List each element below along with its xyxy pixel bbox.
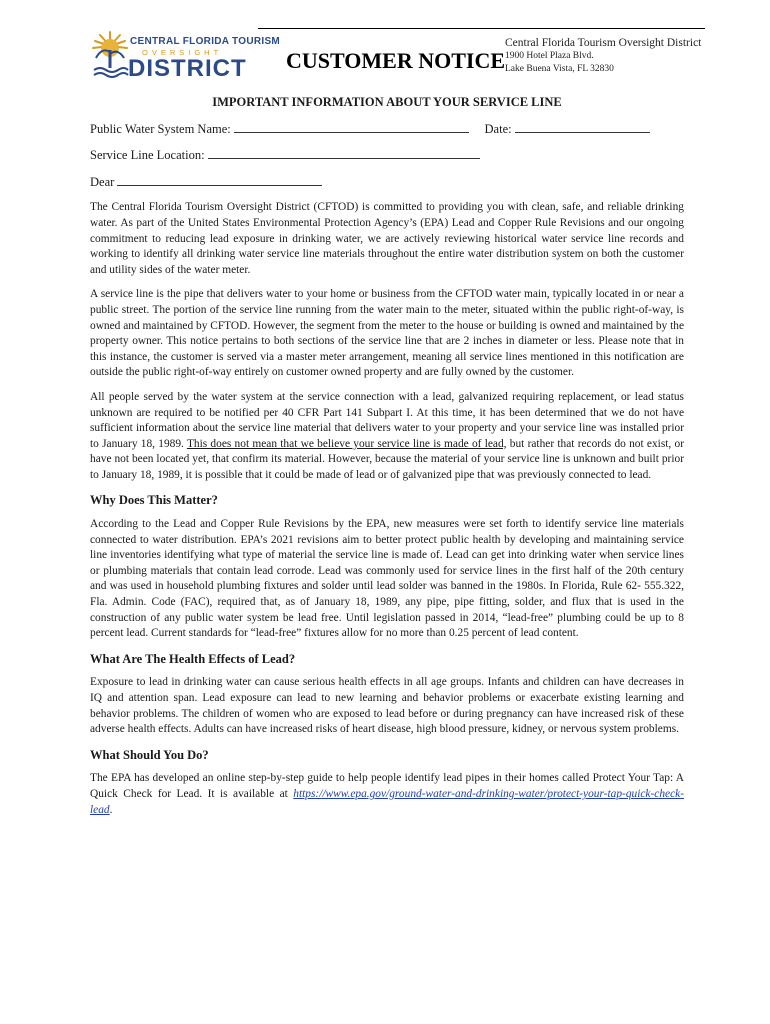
epa-guide-link[interactable]: https://www.epa.gov/ground-water-and-drinking-water/protect-your-tap-quick-check-lead [90, 787, 684, 816]
what-to-do-end: . [109, 803, 113, 816]
heading-what-to-do: What Should You Do? [90, 747, 209, 762]
address-city: Lake Buena Vista, FL 32830 [505, 64, 614, 74]
logo-text-line2: OVERSIGHT [142, 48, 223, 57]
address-name: Central Florida Tourism Oversight District [505, 37, 702, 49]
logo-text-line3: DISTRICT [128, 55, 247, 82]
paragraph-why-matter: According to the Lead and Copper Rule Revisions by the EPA, new measures were set forth to identify service line materials connected to water distribution. EPA’s 2021 revisions aim to better protect public health by developing and maintaining service line inventories identifying what type of material the service line is made of. Lead can get into drinking water when service lines or plumbing materials that contain lead corrode. Lead was commonly used for service lines in the first half of the 20th century and was used in household plumbing fixtures and solder until lead solder was banned in the 1980s. In Florida, Rule 62- 555.322, Fla. Admin. Code (FAC), required that, as of January 18, 1989, any pipe, pipe fitting, solder, and flux that is used in the construction of any public water system be lead free. Until legislation passed in 2014, “lead-free” plumbing could be up to 8 percent lead. Current standards for “lead-free” fixtures allow for no more than 0.25 percent of lead content. [90, 518, 684, 640]
letterhead [0, 0, 770, 90]
system-name-field[interactable] [234, 121, 469, 133]
letter-title: IMPORTANT INFORMATION ABOUT YOUR SERVICE LINE [212, 95, 562, 109]
district-address [505, 36, 701, 76]
date-label: Date: [484, 121, 512, 136]
system-name-label: Public Water System Name: [90, 121, 231, 136]
heading-why-matter: Why Does This Matter? [90, 493, 218, 508]
sun-tree-logo-icon [90, 28, 130, 83]
notification-text-a: All people served by the water system at the service connection with a lead, galvanized requiring replacement, or lead status unknown are required to be notified per 40 CFR Part 141 Subpart I. At this time, it has been determined that we do not have sufficient information about the service line material that delivers water to your property and your service line was installed prior to January 18, 1989. [90, 390, 684, 450]
paragraph-commitment: The Central Florida Tourism Oversight District (CFTOD) is committed to providing you with clean, safe, and reliable drinking water. As part of the United States Environmental Protection Agency’s (EPA) Lead and Copper Rule Revisions and our ongoing commitment to reducing lead exposure in drinking water, we are actively reviewing historical water service line records and working to identify all drinking water service line materials throughout the entire water distribution system on both the customer and utility sides of the water meter. [90, 201, 684, 276]
header-divider [258, 28, 705, 29]
notification-underlined: This does not mean that we believe your service line is made of lead, [186, 437, 507, 450]
location-row [90, 147, 684, 164]
logo-text-line1: CENTRAL FLORIDA TOURISM [130, 36, 281, 47]
paragraph-what-to-do [90, 771, 684, 818]
paragraph-notification [90, 390, 684, 484]
heading-health-effects: What Are The Health Effects of Lead? [90, 651, 296, 666]
recipient-field[interactable] [117, 174, 322, 186]
notice-title: CUSTOMER NOTICE [286, 48, 506, 73]
paragraph-health-effects: Exposure to lead in drinking water can cause serious health effects in all age groups. Infants and children can have decreases in IQ and attention span. Lead exposure can lead to new learning and behavior problems or exacerbate existing learning and behavior problems. The children of women who are exposed to lead before or during pregnancy can have increased risk of these adverse health effects. Adults can have increased risks of heart disease, high blood pressure, kidney, or nervous system problems. [90, 676, 684, 736]
dear-label: Dear [90, 174, 115, 189]
location-field[interactable] [208, 147, 480, 159]
location-label: Service Line Location: [90, 148, 205, 163]
address-street: 1900 Hotel Plaza Blvd. [505, 51, 594, 61]
letter-body [90, 95, 684, 827]
date-field[interactable] [515, 121, 650, 133]
salutation-row [90, 174, 684, 191]
system-name-row [90, 121, 684, 138]
what-to-do-text: The EPA has developed an online step-by-step guide to help people identify lead pipes in their homes called Protect Your Tap: A Quick Check for Lead. It is available at [90, 772, 684, 800]
district-logo [90, 28, 281, 83]
notification-text-b: but rather that records do not exist, or have not been located yet, that confirm its material. However, because the material of your service line is unknown and built prior to January 18, 1989, it is possible that it could be made of lead or of galvanized pipe that was previously connected to lead. [90, 437, 685, 481]
paragraph-service-line: A service line is the pipe that delivers water to your home or business from the CFTOD water main, typically located in or near a public street. The portion of the service line running from the water main to the meter, situated within the public right-of-way, is owned and maintained by CFTOD. However, the segment from the meter to the house or building is owned and maintained by the property owner. This notice pertains to both sections of the service line that are 2 inches in diameter or less. Please note that in this instance, the customer is served via a master meter arrangement, meaning all service lines mentioned in this notification are outside the public right-of-way entirely on customer owned property and are fully owned by the customer. [90, 288, 684, 379]
